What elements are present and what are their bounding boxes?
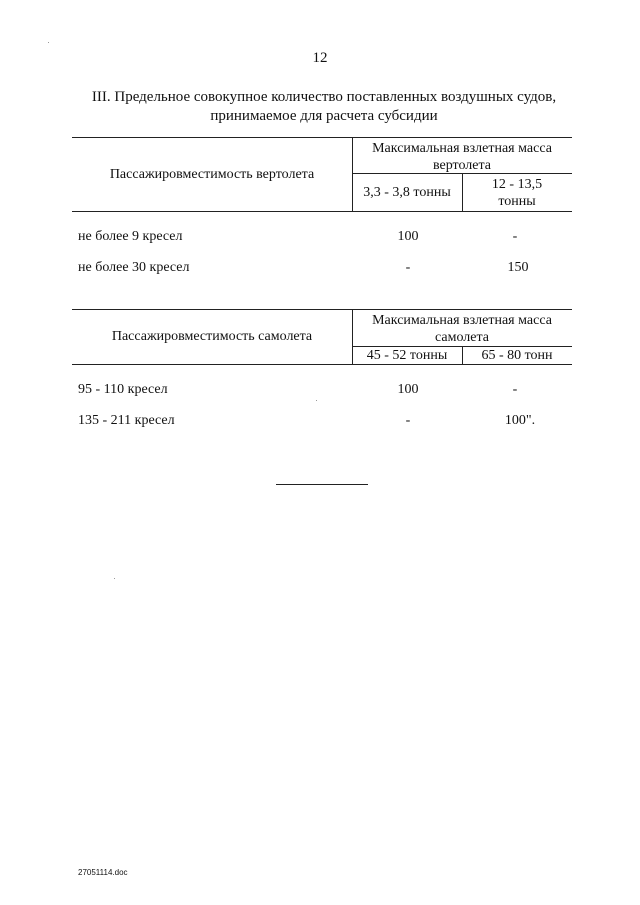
table-top-rule [72,309,572,310]
airplane-row-1-value-1: 100 [397,382,419,397]
scan-speck [114,578,115,579]
airplane-row-2-value-2: 100". [504,413,536,428]
airplane-row-2-value-1: - [405,413,411,428]
helicopter-col-header-2-line1: 12 - 13,5 [491,177,543,192]
airplane-row-1-label: 95 - 110 кресел [78,382,168,397]
helicopter-row-1-label: не более 9 кресел [78,229,183,244]
table-top-rule [72,137,572,138]
section-title-line1: III. Предельное совокупное количество поставленных воздушных судов, [91,89,557,105]
helicopter-col-header-2 [462,176,572,210]
airplane-col-header-1: 45 - 52 тонны [366,348,448,363]
scan-speck [48,42,49,43]
helicopter-col-header-2-line2: тонны [498,194,536,209]
helicopter-col-header-1: 3,3 - 3,8 тонны [363,185,451,200]
scan-speck [316,400,317,401]
closing-rule [276,484,368,485]
helicopter-row-2-label: не более 30 кресел [78,260,190,275]
helicopter-group-header-line2: вертолета [432,158,491,173]
airplane-group-header-line1: Максимальная взлетная масса [372,313,552,328]
table-header-bottom-rule [72,211,572,212]
airplane-col-header-2: 65 - 80 тонн [481,348,553,363]
helicopter-row-1-value-2: - [512,229,518,244]
helicopter-row-2-value-2: 150 [507,260,529,275]
section-title [60,88,588,126]
airplane-row-2-label: 135 - 211 кресел [78,413,175,428]
airplane-group-header-line2: самолета [435,330,489,345]
airplane-row-header: Пассажировместимость самолета [111,329,313,344]
helicopter-group-header-line1: Максимальная взлетная масса [372,141,552,156]
footer-file-code: 27051114.doc [78,868,128,877]
helicopter-row-header: Пассажировместимость вертолета [109,167,315,182]
airplane-group-header [352,312,572,346]
helicopter-row-1-value-1: 100 [397,229,419,244]
helicopter-group-header [352,140,572,174]
section-title-line2: принимаемое для расчета субсидии [210,108,438,124]
airplane-row-1-value-2: - [512,382,518,397]
table-header-bottom-rule [72,364,572,365]
page-number: 12 [312,50,328,66]
helicopter-row-2-value-1: - [405,260,411,275]
